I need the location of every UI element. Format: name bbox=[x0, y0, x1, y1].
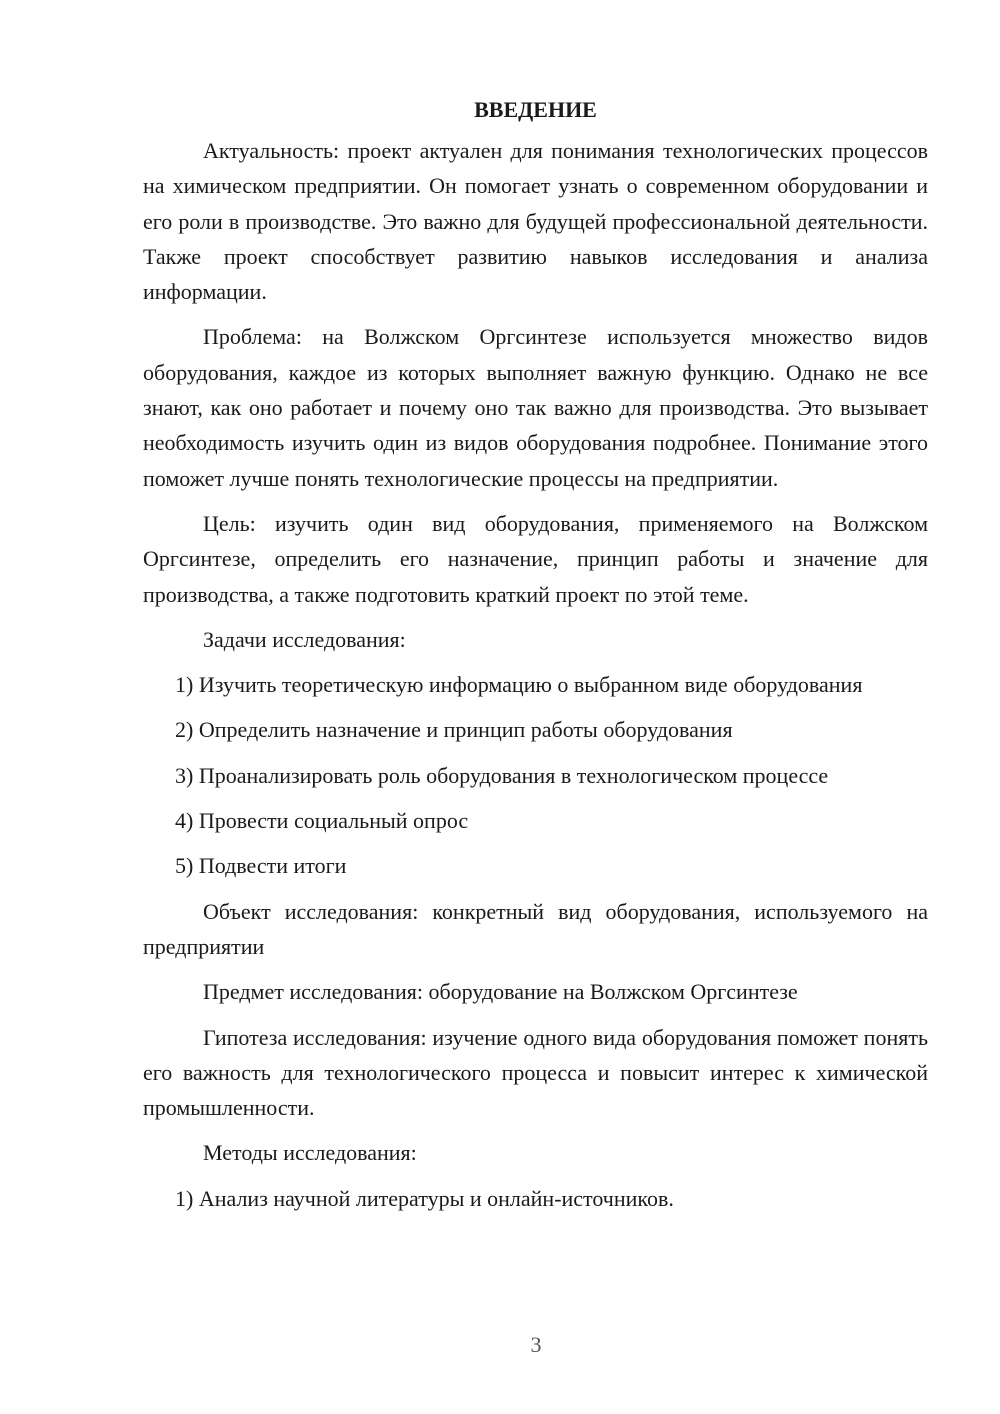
problem-paragraph: Проблема: на Волжском Оргсинтезе используется множество видов оборудования, каждое из которых выполняет важную функцию. Однако не все знают, как оно работает и почему оно так важно для производства. Это вызывает необходимость изучить один из видов оборудования подробнее. Понимание этого поможет лучше понять технологические процессы на предприятии. bbox=[143, 324, 928, 491]
document-page bbox=[143, 92, 928, 1226]
method-item-1: 1) Анализ научной литературы и онлайн-источников. bbox=[175, 1185, 674, 1211]
task-item-2: 2) Определить назначение и принцип работы оборудования bbox=[175, 717, 733, 743]
tasks-heading: Задачи исследования: bbox=[203, 626, 406, 652]
task-item-4: 4) Провести социальный опрос bbox=[175, 808, 469, 834]
goal-paragraph: Цель: изучить один вид оборудования, применяемого на Волжском Оргсинтезе, определить его назначение, принцип работы и значение для производства, а также подготовить краткий проект по этой теме. bbox=[143, 510, 928, 607]
object-paragraph: Объект исследования: конкретный вид оборудования, используемого на предприятии bbox=[143, 898, 928, 959]
section-title: ВВЕДЕНИЕ bbox=[474, 97, 597, 122]
task-item-5: 5) Подвести итоги bbox=[175, 853, 347, 879]
relevance-paragraph: Актуальность: проект актуален для понимания технологических процессов на химическом предприятии. Он помогает узнать о современном оборудовании и его роли в производстве. Это важно для будущей профессиональной деятельности. Также проект способствует развитию навыков исследования и анализа информации. bbox=[143, 138, 928, 305]
hypothesis-paragraph: Гипотеза исследования: изучение одного вида оборудования поможет понять его важность для технологического процесса и повысит интерес к химической промышленности. bbox=[143, 1024, 928, 1121]
page-number: 3 bbox=[530, 1332, 542, 1357]
methods-heading: Методы исследования: bbox=[203, 1140, 417, 1166]
task-item-1: 1) Изучить теоретическую информацию о выбранном виде оборудования bbox=[175, 672, 863, 698]
subject-paragraph: Предмет исследования: оборудование на Волжском Оргсинтезе bbox=[203, 979, 798, 1005]
task-item-3: 3) Проанализировать роль оборудования в технологическом процессе bbox=[175, 762, 829, 788]
